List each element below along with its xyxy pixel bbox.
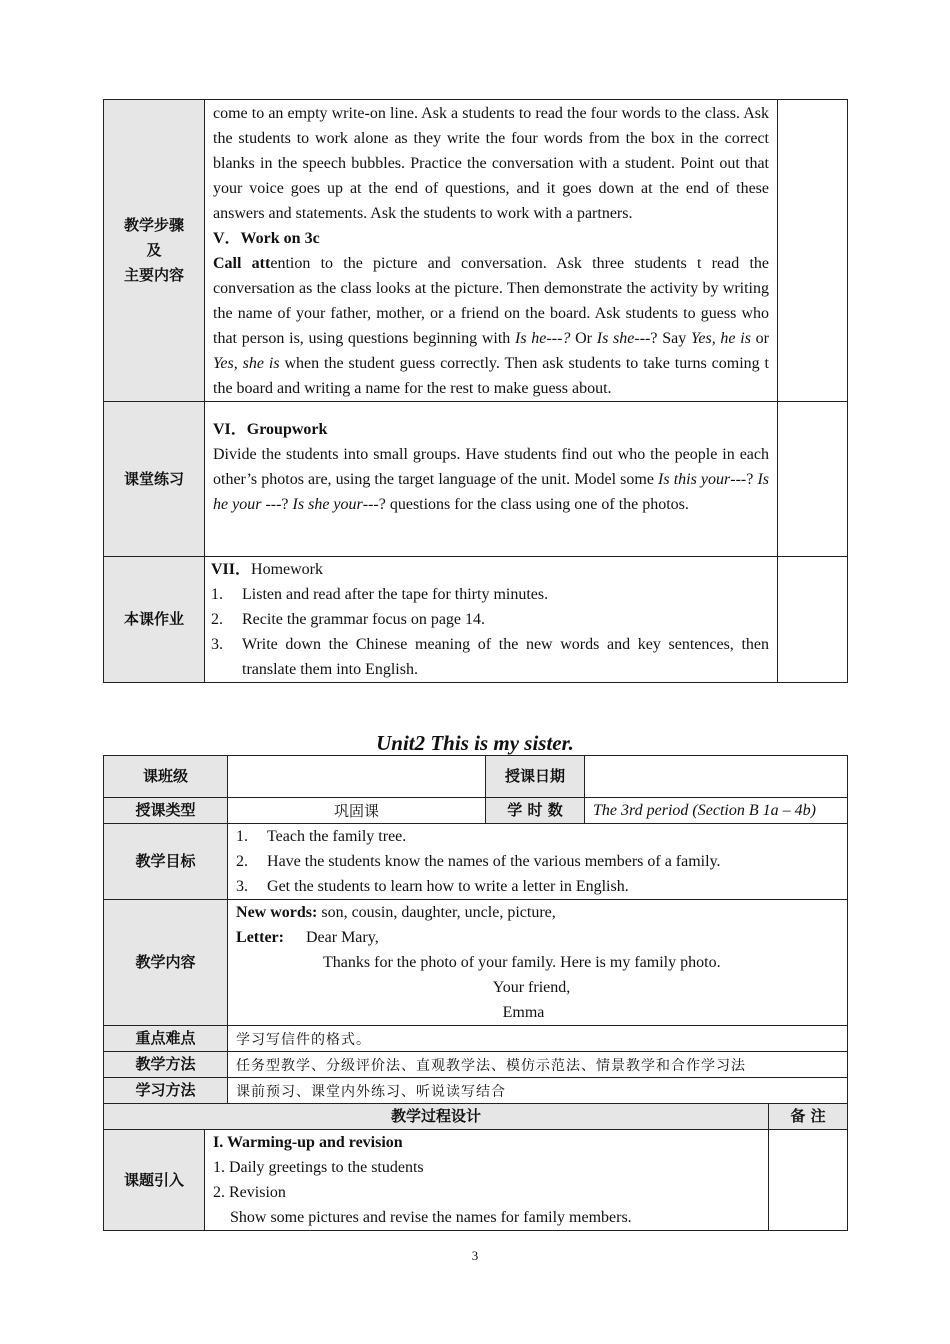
homework-item-text: Listen and read after the tape for thirty minutes. (242, 586, 549, 603)
practice-notes (778, 402, 848, 557)
goals-label: 教学目标 (104, 824, 228, 900)
new-words-label: New words: (236, 904, 318, 921)
date-label: 授课日期 (486, 756, 585, 798)
p2-i3: Yes, he is (690, 330, 751, 347)
letter-greeting: Dear Mary, (305, 929, 379, 946)
homework-item (211, 582, 769, 607)
intro-notes (769, 1130, 848, 1231)
goal-item (236, 874, 839, 899)
letter-body: Thanks for the photo of your family. Here is my family photo. (323, 954, 721, 971)
class-value (228, 756, 486, 798)
type-row (104, 798, 848, 824)
key-label: 重点难点 (104, 1026, 228, 1052)
homework-content (205, 557, 778, 683)
goal-text: Get the students to learn how to write a letter in English. (267, 878, 629, 895)
p2-i2: Is she (596, 330, 635, 347)
new-words-value: son, cousin, daughter, uncle, picture, (317, 904, 556, 921)
letter-line (236, 925, 839, 950)
practice-content (205, 402, 778, 557)
goals-row (104, 824, 848, 900)
goals-content (228, 824, 848, 900)
goal-text: Teach the family tree. (267, 828, 407, 845)
intro-label: 课题引入 (104, 1130, 205, 1231)
practice-label: 课堂练习 (104, 402, 205, 557)
steps-notes (778, 100, 848, 402)
goal-text: Have the students know the names of the various members of a family. (267, 853, 721, 870)
homework-item-text: Recite the grammar focus on page 14. (242, 611, 486, 628)
class-row (104, 756, 848, 798)
homework-item (211, 607, 769, 632)
intro-row (104, 1130, 848, 1231)
process-label: 教学过程设计 (104, 1104, 769, 1130)
p2-bold: Call att (213, 255, 271, 272)
homework-item-num: 2. (211, 611, 223, 628)
study-row (104, 1078, 848, 1104)
homework-label: 本课作业 (104, 557, 205, 683)
goal-num: 1. (236, 828, 249, 845)
practice-paragraph (213, 442, 769, 517)
homework-item (211, 632, 769, 682)
homework-notes (778, 557, 848, 683)
key-value: 学习写信件的格式。 (228, 1026, 848, 1052)
p2-i4: Yes, she is (213, 355, 280, 372)
date-value (585, 756, 848, 798)
period-label: 学 时 数 (486, 798, 585, 824)
page-number: 3 (471, 1248, 479, 1263)
steps-row (104, 100, 848, 402)
content-row (104, 900, 848, 1026)
p2-a: ention to the picture and conversation. Ask three students t read the conversation as the class looks at the picture. Then demonstrate the activity by writing the name of your father, mother, or a friend on the board. Ask students to guess who that person is, using questions beginning with (213, 255, 769, 347)
type-label: 授课类型 (104, 798, 228, 824)
practice-i3: Is she your (292, 496, 363, 513)
p2-b: Or (570, 330, 597, 347)
homework-item-num: 1. (211, 586, 223, 603)
intro-heading: I. Warming-up and revision (213, 1134, 403, 1151)
letter-label: Letter: (236, 929, 284, 946)
letter-close: Your friend, (492, 979, 571, 996)
practice-c: ---? (261, 496, 293, 513)
practice-row (104, 402, 848, 557)
homework-heading-num: VII． (211, 561, 252, 578)
homework-row (104, 557, 848, 683)
homework-heading-text: Homework (251, 561, 323, 578)
letter-name: Emma (502, 1004, 545, 1021)
steps-heading-3c: V．Work on 3c (213, 230, 320, 247)
goal-num: 3. (236, 878, 249, 895)
new-words-line (236, 900, 839, 925)
p2-d: or (750, 330, 769, 347)
intro-item: 1. Daily greetings to the students (213, 1159, 424, 1176)
content-label: 教学内容 (104, 900, 228, 1026)
practice-a: Divide the students into small groups. Have students find out who the people in each other’s photos are, using the target language of the unit. Model some (213, 446, 769, 488)
goal-item (236, 849, 839, 874)
homework-heading (211, 557, 769, 582)
homework-item-text: Write down the Chinese meaning of the new words and key sentences, then translate them into English. (242, 636, 769, 678)
method-value: 任务型教学、分级评价法、直观教学法、模仿示范法、情景教学和合作学习法 (228, 1052, 848, 1078)
steps-paragraph-1: come to an empty write-on line. Ask a students to read the four words to the class. Ask the students to work alone as they write the four words from the box in the correct blanks in the speech bubbles. Practice the conversation with a student. Point out that your voice goes up at the end of questions, and it goes down at the end of these answers and statements. Ask the students to work with a partners. (213, 105, 769, 222)
study-value: 课前预习、课堂内外练习、听说读写结合 (228, 1078, 848, 1104)
steps-paragraph-2 (213, 251, 769, 401)
goal-item (236, 824, 839, 849)
unit-title: Unit2 This is my sister. (376, 731, 574, 755)
key-row (104, 1026, 848, 1052)
p2-c: ---? Say (634, 330, 691, 347)
study-label: 学习方法 (104, 1078, 228, 1104)
class-label: 课班级 (104, 756, 228, 798)
method-row (104, 1052, 848, 1078)
lesson-steps-table (103, 99, 848, 683)
p2-i1: Is he---? (515, 330, 571, 347)
process-header-row (104, 1104, 848, 1130)
lesson-plan-table (103, 755, 848, 1231)
p2-e: when the student guess correctly. Then ask students to take turns coming t the board and writing a name for the rest to make guess about. (213, 355, 769, 397)
intro-item: Show some pictures and revise the names for family members. (230, 1209, 632, 1226)
practice-b: ---? (730, 471, 758, 488)
content-cell (228, 900, 848, 1026)
practice-i2: Is he your (213, 471, 770, 513)
intro-item: 2. Revision (213, 1184, 286, 1201)
steps-label: 教学步骤 及 主要内容 (104, 100, 205, 402)
steps-content (205, 100, 778, 402)
type-value: 巩固课 (228, 798, 486, 824)
practice-d: ---? questions for the class using one of the photos. (362, 496, 689, 513)
practice-i1: Is this your (658, 471, 731, 488)
homework-item-num: 3. (211, 636, 223, 653)
notes-label: 备 注 (769, 1104, 848, 1130)
period-value: The 3rd period (Section B 1a – 4b) (585, 798, 848, 824)
practice-heading: VI．Groupwork (213, 421, 328, 438)
method-label: 教学方法 (104, 1052, 228, 1078)
intro-content (205, 1130, 769, 1231)
goal-num: 2. (236, 853, 249, 870)
